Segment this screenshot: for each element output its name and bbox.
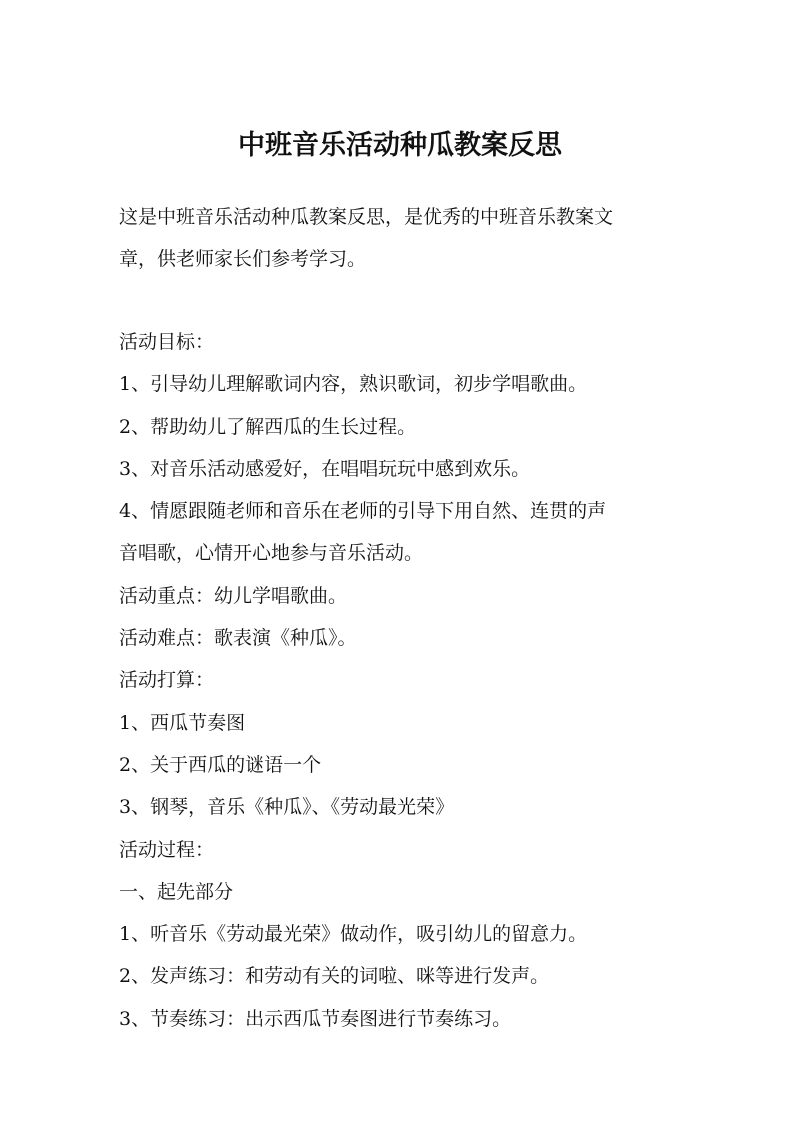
key-point: 活动重点：幼儿学唱歌曲。 <box>119 584 348 607</box>
process-item: 3、节奏练习：出示西瓜节奏图进行节奏练习。 <box>119 1007 512 1030</box>
process-item: 1、听音乐《劳动最光荣》做动作，吸引幼儿的留意力。 <box>119 923 588 946</box>
document-title: 中班音乐活动种瓜教案反思 <box>238 130 562 161</box>
goal-item-continued: 音唱歌，心情开心地参与音乐活动。 <box>119 542 424 565</box>
section-heading-preparation: 活动打算： <box>119 669 215 692</box>
intro-line: 章，供老师家长们参考学习。 <box>119 248 367 270</box>
goal-item: 4、情愿跟随老师和音乐在老师的引导下用自然、连贯的声 <box>119 500 607 523</box>
section-heading-goals: 活动目标： <box>119 331 215 353</box>
intro-paragraph <box>119 196 699 280</box>
preparation-item: 1、西瓜节奏图 <box>119 711 246 734</box>
goal-item: 2、帮助幼儿了解西瓜的生长过程。 <box>119 415 417 438</box>
difficult-point: 活动难点：歌表演《种瓜》。 <box>119 627 357 650</box>
goal-item: 1、引导幼儿理解歌词内容，熟识歌词，初步学唱歌曲。 <box>119 373 588 396</box>
document-body <box>119 321 699 1040</box>
intro-line: 这是中班音乐活动种瓜教案反思，是优秀的中班音乐教案文 <box>119 206 614 228</box>
preparation-item: 3、钢琴，音乐《种瓜》、《劳动最光荣》 <box>119 796 455 819</box>
section-heading-process: 活动过程： <box>119 838 215 861</box>
process-subheading: 一、起先部分 <box>119 880 234 903</box>
goal-item: 3、对音乐活动感爱好，在唱唱玩玩中感到欢乐。 <box>119 457 531 480</box>
preparation-item: 2、关于西瓜的谜语一个 <box>119 753 322 776</box>
process-item: 2、发声练习：和劳动有关的词啦、咪等进行发声。 <box>119 965 550 988</box>
